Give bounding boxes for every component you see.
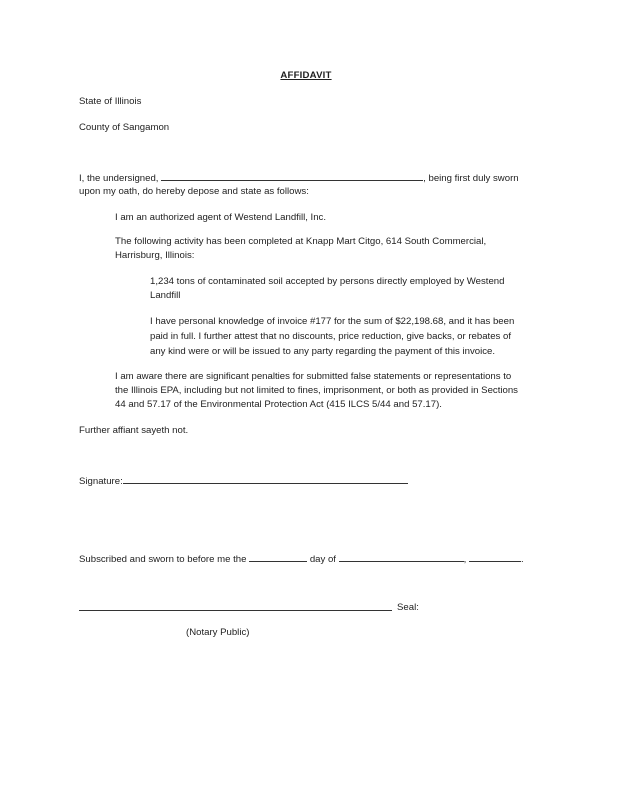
signature-row — [79, 474, 408, 489]
document-title: AFFIDAVIT — [280, 70, 332, 81]
penalty-line-1: I am aware there are significant penalties for submitted false statements or representations to — [115, 371, 512, 382]
invoice-line-2: paid in full. I further attest that no discounts, price reduction, give backs, or rebates of — [150, 331, 512, 342]
agent-statement: I am an authorized agent of Westend Landfill, Inc. — [115, 212, 327, 223]
penalty-line-2: the Illinois EPA, including but not limited to fines, imprisonment, or both as provided in Sections — [115, 385, 518, 396]
notary-signature-line[interactable] — [79, 610, 392, 611]
invoice-line-1: I have personal knowledge of invoice #177 for the sum of $22,198.68, and it has been — [150, 316, 515, 327]
notary-public-label: (Notary Public) — [186, 627, 250, 638]
soil-line-2: Landfill — [150, 290, 181, 301]
sworn-month-field[interactable] — [339, 552, 464, 562]
intro-prefix: I, the undersigned, — [79, 173, 159, 184]
invoice-line-3: any kind were or will be issued to any party regarding the payment of this invoice. — [150, 346, 496, 357]
sworn-year-field[interactable] — [469, 552, 521, 562]
sworn-day-label: day of — [309, 554, 336, 565]
intro-suffix: , being first duly sworn — [423, 173, 519, 184]
state-line: State of Illinois — [79, 96, 142, 107]
sworn-day-field[interactable] — [249, 552, 307, 562]
closing-statement: Further affiant sayeth not. — [79, 425, 189, 436]
intro-line-2: upon my oath, do hereby depose and state as follows: — [79, 186, 309, 197]
sworn-period: . — [520, 554, 524, 565]
county-line: County of Sangamon — [79, 122, 170, 133]
sworn-prefix: Subscribed and sworn to before me the — [79, 554, 247, 565]
signature-field[interactable] — [123, 474, 408, 484]
sworn-comma: , — [463, 554, 467, 565]
intro-line-1 — [79, 171, 519, 186]
activity-line-1: The following activity has been completed at Knapp Mart Citgo, 614 South Commercial, — [115, 236, 487, 247]
seal-label: Seal: — [397, 602, 419, 613]
affiant-name-field[interactable] — [161, 171, 423, 181]
sworn-row — [79, 552, 524, 567]
penalty-line-3: 44 and 57.17 of the Environmental Protection Act (415 ILCS 5/44 and 57.17). — [115, 399, 442, 410]
activity-line-2: Harrisburg, Illinois: — [115, 250, 195, 261]
soil-line-1: 1,234 tons of contaminated soil accepted by persons directly employed by Westend — [150, 276, 505, 287]
signature-label: Signature: — [79, 476, 123, 487]
